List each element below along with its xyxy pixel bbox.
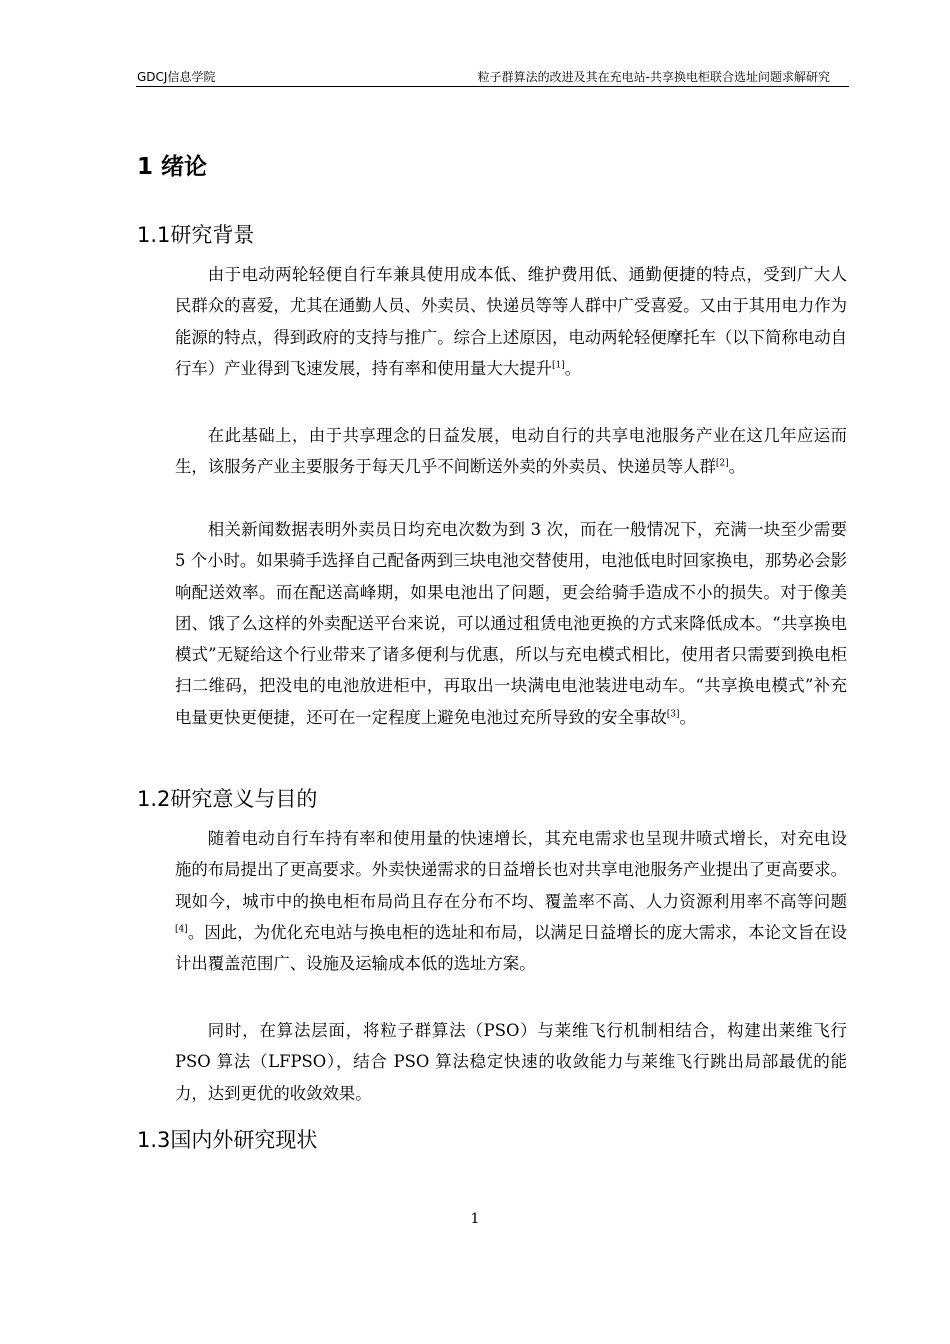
- section-heading-1-1: 1.1研究背景: [137, 223, 255, 247]
- citation: [1]: [551, 360, 565, 371]
- paragraph: 由于电动两轮轻便自行车兼具使用成本低、维护费用低、通勤便捷的特点，受到广大人民群众的喜爱，尤其在通勤人员、外卖员、快递员等等人群中广受喜爱。又由于其用电力作为能源的特点，得到政府的支持与推广。综合上述原因，电动两轮轻便摩托车（以下简称电动自行车）产业得到飞速发展，持有率和使用量大大提升[1]。: [175, 265, 848, 378]
- paragraph: 随着电动自行车持有率和使用量的快速增长，其充电需求也呈现井喷式增长，对充电设施的布局提出了更高要求。外卖快递需求的日益增长也对共享电池服务产业提出了更高要求。现如今，城市中的换电柜布局尚且存在分布不均、覆盖率不高、人力资源利用率不高等问题[4]。因此，为优化充电站与换电柜的选址和布局，以满足日益增长的庞大需求，本论文旨在设计出覆盖范围广、设施及运输成本低的选址方案。: [175, 829, 848, 974]
- paragraph: 相关新闻数据表明外卖员日均充电次数为到 3 次，而在一般情况下，充满一块至少需要 5 个小时。如果骑手选择自己配备两到三块电池交替使用，电池低电时回家换电，那势必会影响配送效率。而在配送高峰期，如果电池出了问题，更会给骑手造成不小的损失。对于像美团、饿了么这样的外卖配送平台来说，可以通过租赁电池更换的方式来降低成本。“共享换电模式”无疑给这个行业带来了诸多便利与优惠，所以与充电模式相比，使用者只需要到换电柜扫二维码，把没电的电池放进柜中，再取出一块满电电池装进电动车。“共享换电模式”补充电量更快更便捷，还可在一定程度上避免电池过充所导致的安全事故[3]。: [175, 520, 847, 727]
- page-number: 1: [470, 1211, 480, 1227]
- paragraph: 同时，在算法层面，将粒子群算法（PSO）与莱维飞行机制相结合，构建出莱维飞行 PSO 算法（LFPSO），结合 PSO 算法稳定快速的收敛能力与莱维飞行跳出局部最优的能力，达到更优的收敛效果。: [175, 1021, 847, 1103]
- section-heading-1-2: 1.2研究意义与目的: [137, 787, 318, 811]
- citation: [2]: [715, 458, 729, 469]
- chapter-title: 1 绪论: [137, 154, 208, 180]
- header-rule: [136, 86, 849, 87]
- running-header-right: 粒子群算法的改进及其在充电站-共享换电柜联合选址问题求解研究: [477, 70, 830, 84]
- citation: [4]: [175, 924, 188, 935]
- paragraph: 在此基础上，由于共享理念的日益发展，电动自行的共享电池服务产业在这几年应运而生，该服务产业主要服务于每天几乎不间断送外卖的外卖员、快递员等人群[2]。: [175, 426, 847, 477]
- citation: [3]: [666, 709, 680, 720]
- section-heading-1-3: 1.3国内外研究现状: [137, 1128, 318, 1152]
- running-header-left: GDCJ信息学院: [137, 70, 216, 84]
